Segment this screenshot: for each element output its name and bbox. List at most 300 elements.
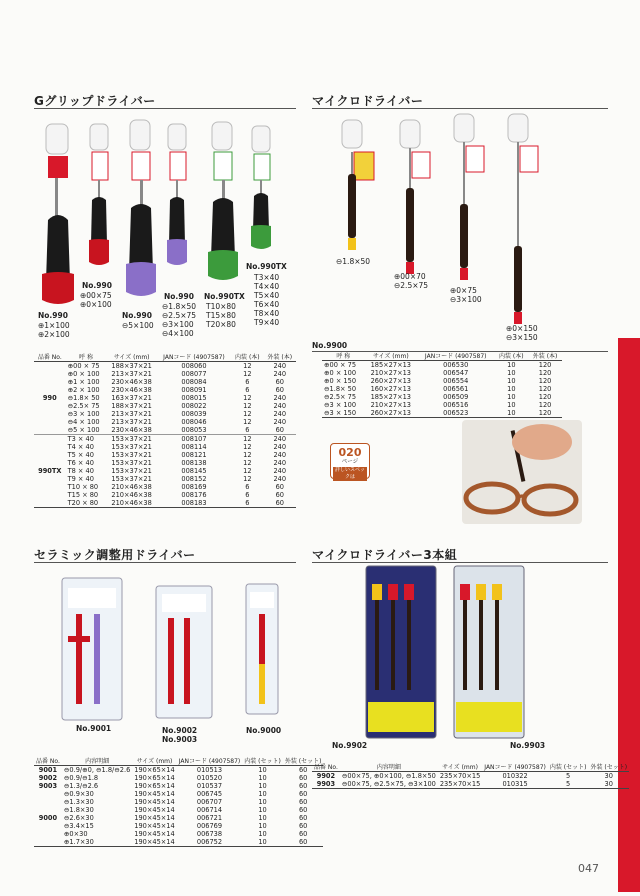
screwdriver-image <box>89 124 109 265</box>
table-cell: T4 × 40 <box>67 443 94 451</box>
table-cell: 235×70×15 <box>439 772 481 780</box>
column-header: 内装 (本) <box>235 354 260 361</box>
model-label: No.990 <box>164 292 194 301</box>
column-header: 外装 (本) <box>532 353 558 360</box>
model-label: No.990TX <box>204 292 245 301</box>
table-cell: T20 × 80 <box>67 499 99 507</box>
size-label: T9×40 <box>254 318 280 327</box>
screwdriver-image <box>208 122 238 280</box>
table-cell: 60 <box>298 782 308 790</box>
table-cell: 240 <box>273 435 287 443</box>
package-image <box>454 566 524 738</box>
table-cell: 006523 <box>443 409 469 417</box>
table-cell: 213×37×21 <box>111 418 152 426</box>
table-row <box>34 790 323 798</box>
table-cell: 153×37×21 <box>111 475 152 483</box>
table-cell: 153×37×21 <box>111 451 152 459</box>
table-cell: ⊖1.8× 50 <box>324 385 357 393</box>
table-cell: 10 <box>507 401 516 409</box>
table-cell: 163×37×21 <box>111 394 152 402</box>
table-cell: 60 <box>275 386 284 394</box>
table-cell: 10 <box>258 822 267 830</box>
table-cell: 240 <box>273 475 287 483</box>
table-cell: 010315 <box>502 780 528 788</box>
table-cell: 185×27×13 <box>370 361 411 369</box>
table-cell: 240 <box>273 410 287 418</box>
table-cell: 190×65×14 <box>134 774 175 782</box>
table-cell: 990TX <box>38 467 62 475</box>
table-cell: 9903 <box>316 780 336 788</box>
table-cell: 120 <box>538 385 552 393</box>
model-label: No.9002 <box>162 726 198 735</box>
table-cell: ⊕1 × 100 <box>67 378 100 386</box>
table-cell: 240 <box>273 394 287 402</box>
table-row <box>34 410 296 418</box>
table-cell: 120 <box>538 393 552 401</box>
size-label: T20×80 <box>206 320 236 329</box>
size-label: ⊕2×100 <box>38 330 70 339</box>
table-cell: ⊕0 × 100 <box>67 370 100 378</box>
table-cell: 12 <box>243 410 252 418</box>
table-cell: 006738 <box>196 830 223 838</box>
ceramic-driver-packages-photo <box>60 574 300 724</box>
table-cell: T8 × 40 <box>67 467 94 475</box>
table-cell: 008015 <box>181 394 207 402</box>
section-rule <box>312 351 608 352</box>
table-cell: 008053 <box>181 426 207 434</box>
table-cell: 6 <box>245 378 250 386</box>
table-cell: 213×37×21 <box>111 410 152 418</box>
size-label: ⊖2.5×75 <box>394 281 429 290</box>
table-cell: ⊕00 × 75 <box>67 362 100 370</box>
table-cell: 10 <box>258 814 267 822</box>
table-cell: 006714 <box>196 806 223 814</box>
table-cell: ⊖1.3/⊖2.6 <box>63 782 99 790</box>
table-row <box>34 782 323 790</box>
column-header: JANコード (4907587) <box>178 758 241 765</box>
ceramic-spec-table <box>34 758 323 847</box>
table-cell: ⊖2.6×30 <box>63 814 94 822</box>
table-cell <box>34 790 62 798</box>
micro-3-set-packages-photo <box>362 562 532 742</box>
size-label: T3×40 <box>254 273 280 282</box>
table-cell: 10 <box>258 806 267 814</box>
table-cell: 006516 <box>443 401 469 409</box>
table-cell: ⊖0.9/⊖1.8 <box>63 774 99 782</box>
table-cell: 160×27×13 <box>370 385 411 393</box>
column-header: 品番 No. <box>37 354 62 361</box>
table-cell: 12 <box>243 418 252 426</box>
table-cell: 9902 <box>316 772 336 780</box>
table-cell: ⊖2.5× 75 <box>324 393 357 401</box>
table-cell: 10 <box>258 798 267 806</box>
table-cell: ⊕1.7×30 <box>63 838 94 846</box>
eyeglasses-image <box>462 420 582 524</box>
table-row <box>34 451 296 459</box>
table-cell: 210×27×13 <box>370 369 411 377</box>
badge-unit: ページ <box>341 459 359 465</box>
size-label: T6×40 <box>254 300 280 309</box>
table-row <box>322 393 562 401</box>
table-row <box>34 370 296 378</box>
table-cell: 008022 <box>181 402 207 410</box>
table-cell <box>34 806 62 814</box>
table-cell: 12 <box>243 443 252 451</box>
g-grip-spec-table <box>34 354 296 508</box>
table-cell: 120 <box>538 377 552 385</box>
table-row <box>34 806 323 814</box>
size-label: T8×40 <box>254 309 280 318</box>
table-cell: 190×45×14 <box>134 838 175 846</box>
column-header: 呼 称 <box>79 354 93 361</box>
table-cell: 006554 <box>443 377 469 385</box>
screwdriver-image <box>126 120 156 296</box>
table-cell: T6 × 40 <box>67 459 94 467</box>
table-cell: 190×45×14 <box>134 830 175 838</box>
table-cell <box>34 830 62 838</box>
table-cell <box>34 798 62 806</box>
table-cell: 60 <box>298 766 308 774</box>
table-cell: 008084 <box>181 378 207 386</box>
table-cell: 12 <box>243 467 252 475</box>
table-cell: T9 × 40 <box>67 475 94 483</box>
table-cell: ⊖0.9/⊕0, ⊖1.8/⊖2.6 <box>63 766 131 774</box>
table-cell: 006752 <box>196 838 223 846</box>
screwdriver-image <box>251 126 271 249</box>
table-cell: 190×65×14 <box>134 766 175 774</box>
table-row <box>34 838 323 847</box>
table-cell: 12 <box>243 370 252 378</box>
table-row <box>34 459 296 467</box>
size-label: ⊖1.8×50 <box>162 302 197 311</box>
table-cell: 210×46×38 <box>111 499 152 507</box>
size-label: ⊕0×100 <box>80 300 112 309</box>
table-cell: 9003 <box>38 782 58 790</box>
section-rule <box>34 108 296 109</box>
table-row <box>34 443 296 451</box>
table-cell: 240 <box>273 418 287 426</box>
table-cell: 210×46×38 <box>111 491 152 499</box>
table-row <box>34 483 296 491</box>
table-cell: 60 <box>298 790 308 798</box>
table-row <box>322 409 562 418</box>
table-cell: 230×46×38 <box>111 378 152 386</box>
table-row <box>34 499 296 508</box>
table-cell: 60 <box>298 774 308 782</box>
table-cell: 240 <box>273 459 287 467</box>
table-cell: ⊕2 × 100 <box>67 386 100 394</box>
side-index-tab <box>618 338 640 892</box>
table-cell: 240 <box>273 402 287 410</box>
table-cell: 10 <box>258 838 267 846</box>
table-cell: 010537 <box>196 782 223 790</box>
table-row <box>34 467 296 475</box>
column-header: 品番 No. <box>314 764 338 771</box>
table-cell: 153×37×21 <box>111 443 152 451</box>
column-header: サイズ (mm) <box>113 354 150 361</box>
table-cell: 60 <box>275 378 284 386</box>
table-cell: 213×37×21 <box>111 370 152 378</box>
table-cell: ⊖5 × 100 <box>67 426 100 434</box>
table-cell: 190×45×14 <box>134 822 175 830</box>
table-cell: 12 <box>243 459 252 467</box>
table-cell: 60 <box>275 483 284 491</box>
size-label: ⊖2.5×75 <box>162 311 197 320</box>
column-header: 内容明細 <box>376 764 401 771</box>
table-cell: 10 <box>507 393 516 401</box>
table-cell: ⊖2.5× 75 <box>67 402 100 410</box>
column-header: 内装 (セット) <box>244 758 281 765</box>
table-cell: 10 <box>507 377 516 385</box>
table-cell: 006745 <box>196 790 223 798</box>
badge-page-number: 020 <box>338 446 362 459</box>
column-header: 内容明細 <box>85 758 110 765</box>
size-label: ⊕00×75 <box>80 291 112 300</box>
table-row <box>34 386 296 394</box>
screwdriver-image <box>508 114 538 324</box>
table-cell: 006721 <box>196 814 223 822</box>
table-row <box>34 798 323 806</box>
badge-note: 詳しいスペックは <box>334 467 365 480</box>
section-title-ceramic: セラミック調整用ドライバー <box>34 548 196 562</box>
model-label: No.9001 <box>76 724 112 733</box>
table-cell: 5 <box>566 780 571 788</box>
table-cell: 12 <box>243 475 252 483</box>
screwdriver-image <box>454 114 484 280</box>
table-cell: 240 <box>273 370 287 378</box>
size-label: ⊕00×70 <box>394 272 426 281</box>
model-label: No.9003 <box>162 735 198 744</box>
table-cell: 190×65×14 <box>134 782 175 790</box>
table-cell: 12 <box>243 451 252 459</box>
table-row <box>34 426 296 435</box>
table-cell: T15 × 80 <box>67 491 99 499</box>
table-cell: ⊖1.8× 50 <box>67 394 100 402</box>
size-label: ⊖3×100 <box>162 320 194 329</box>
column-header: 内装 (本) <box>499 353 524 360</box>
table-row <box>34 830 323 838</box>
table-cell: ⊖3 × 150 <box>324 409 357 417</box>
package-image <box>62 578 122 720</box>
table-cell <box>34 822 62 830</box>
table-cell: 188×37×21 <box>111 402 152 410</box>
size-label: T4×40 <box>254 282 280 291</box>
table-cell: 12 <box>243 402 252 410</box>
table-cell: 60 <box>298 798 308 806</box>
table-cell: 230×46×38 <box>111 426 152 434</box>
table-row <box>34 418 296 426</box>
table-cell: 10 <box>507 369 516 377</box>
model-label: No.990 <box>38 311 68 320</box>
column-header: JANコード (4907587) <box>484 764 546 771</box>
screwdriver-image <box>342 120 374 250</box>
table-cell: 153×37×21 <box>111 435 152 443</box>
table-cell: 153×37×21 <box>111 467 152 475</box>
table-cell: 60 <box>298 838 308 846</box>
table-cell: 12 <box>243 362 252 370</box>
size-label: ⊖4×100 <box>162 329 194 338</box>
table-cell: 9001 <box>38 766 58 774</box>
micro-3-set-spec-table <box>312 764 629 789</box>
table-cell: T10 × 80 <box>67 483 99 491</box>
table-row <box>322 385 562 393</box>
size-label: ⊕0×75 <box>450 286 477 295</box>
table-cell: 006547 <box>443 369 469 377</box>
table-cell: 6 <box>245 386 250 394</box>
model-label: No.990 <box>82 281 112 290</box>
table-row <box>312 780 629 789</box>
table-cell: 12 <box>243 394 252 402</box>
table-cell: 10 <box>507 385 516 393</box>
column-header: JANコード (4907587) <box>424 353 487 360</box>
page-reference-badge <box>330 443 370 479</box>
table-cell: 188×37×21 <box>111 362 152 370</box>
table-cell: 235×70×15 <box>439 780 481 788</box>
table-row <box>34 362 296 371</box>
table-cell: 240 <box>273 443 287 451</box>
table-cell: 008114 <box>181 443 207 451</box>
table-cell: 008077 <box>181 370 207 378</box>
table-cell: 008060 <box>181 362 207 370</box>
table-cell: 120 <box>538 409 552 417</box>
table-cell: 190×45×14 <box>134 790 175 798</box>
table-cell: ⊖00×75, ⊕0×100, ⊖1.8×50 <box>341 772 436 780</box>
table-row <box>312 772 629 781</box>
model-label: No.990 <box>122 311 152 320</box>
size-label: T10×80 <box>206 302 236 311</box>
size-label: ⊖5×100 <box>122 321 154 330</box>
table-cell: 008046 <box>181 418 207 426</box>
table-row <box>34 378 296 386</box>
table-row <box>322 377 562 385</box>
table-row <box>34 822 323 830</box>
table-cell: 190×45×14 <box>134 814 175 822</box>
table-cell: 010520 <box>196 774 223 782</box>
table-cell: 190×45×14 <box>134 798 175 806</box>
table-cell: ⊖3 × 100 <box>67 410 100 418</box>
table-cell: ⊖3 × 100 <box>324 401 357 409</box>
size-label: ⊖3×100 <box>450 295 482 304</box>
table-cell: 006509 <box>443 393 469 401</box>
table-cell: 60 <box>275 499 284 507</box>
table-cell: 10 <box>258 830 267 838</box>
table-cell: 008169 <box>181 483 207 491</box>
table-cell: 008039 <box>181 410 207 418</box>
table-row <box>34 491 296 499</box>
column-header: JANコード (4907587) <box>163 354 225 361</box>
column-header: サイズ (mm) <box>442 764 478 771</box>
size-label: T5×40 <box>254 291 280 300</box>
table-cell: 9002 <box>38 774 58 782</box>
screwdriver-image <box>167 124 187 265</box>
table-cell: 6 <box>245 499 250 507</box>
model-label: No.990TX <box>246 262 287 271</box>
table-cell: T5 × 40 <box>67 451 94 459</box>
model-label: No.9000 <box>246 726 282 735</box>
table-cell: ⊕00 × 75 <box>324 361 357 369</box>
table-cell: 120 <box>538 361 552 369</box>
column-header: サイズ (mm) <box>136 758 173 765</box>
table-cell: T3 × 40 <box>67 435 94 443</box>
table-row <box>34 814 323 822</box>
column-header: 外装 (本) <box>267 354 293 361</box>
table-row <box>34 435 296 444</box>
table-cell: 60 <box>275 491 284 499</box>
column-header: 内装 (セット) <box>549 764 587 771</box>
table-cell: 210×27×13 <box>370 401 411 409</box>
package-image <box>246 584 278 714</box>
section-title-g-grip: Gグリップドライバー <box>34 94 156 108</box>
section-title-micro: マイクロドライバー <box>312 94 424 108</box>
table-cell: 008121 <box>181 451 207 459</box>
table-cell: 240 <box>273 451 287 459</box>
table-cell: ⊕0 × 100 <box>324 369 357 377</box>
column-header: 外装 (セット) <box>590 764 628 771</box>
table-cell: 60 <box>298 806 308 814</box>
table-cell: 008107 <box>181 435 207 443</box>
table-cell: 5 <box>566 772 571 780</box>
table-row <box>322 401 562 409</box>
table-cell: ⊖00×75, ⊖2.5×75, ⊖3×100 <box>341 780 436 788</box>
table-cell: 60 <box>298 822 308 830</box>
table-cell: 185×27×13 <box>370 393 411 401</box>
section-rule <box>34 562 296 563</box>
table-cell: 210×46×38 <box>111 483 152 491</box>
size-label: ⊕0×150 <box>506 324 538 333</box>
table-cell: 10 <box>258 774 267 782</box>
model-label: No.9902 <box>332 741 368 750</box>
column-header: 品番 No. <box>36 758 60 765</box>
table-cell: 006707 <box>196 798 223 806</box>
table-cell: 010513 <box>196 766 223 774</box>
table-cell: 6 <box>245 426 250 434</box>
table-cell: 6 <box>245 491 250 499</box>
screwdriver-image <box>42 124 74 304</box>
table-cell: 008183 <box>181 499 207 507</box>
table-cell: 60 <box>275 426 284 434</box>
table-cell: 60 <box>298 830 308 838</box>
model-label: No.9903 <box>510 741 546 750</box>
table-cell: 260×27×13 <box>370 409 411 417</box>
column-header: サイズ (mm) <box>372 353 409 360</box>
table-row <box>34 402 296 410</box>
table-row <box>322 369 562 377</box>
section-rule <box>312 108 608 109</box>
table-cell: 006769 <box>196 822 223 830</box>
table-cell: 120 <box>538 369 552 377</box>
column-header: 外装 (セット) <box>284 758 322 765</box>
table-cell: 10 <box>258 782 267 790</box>
size-label: T15×80 <box>206 311 236 320</box>
table-cell: 30 <box>604 772 613 780</box>
table-cell: 10 <box>258 790 267 798</box>
table-cell: ⊖1.8×30 <box>63 806 94 814</box>
table-row <box>34 766 323 775</box>
table-cell: ⊖0.9×30 <box>63 790 94 798</box>
table-cell: 190×45×14 <box>134 806 175 814</box>
page-number: 047 <box>578 862 599 875</box>
table-cell: 008152 <box>181 475 207 483</box>
table-row <box>34 475 296 483</box>
package-image <box>366 566 436 738</box>
table-cell: 240 <box>273 362 287 370</box>
package-image <box>156 586 212 718</box>
size-label: ⊖1.8×50 <box>336 257 371 266</box>
table-row <box>34 774 323 782</box>
size-label: ⊕1×100 <box>38 321 70 330</box>
table-cell: 260×27×13 <box>370 377 411 385</box>
table-cell: ⊕0 × 150 <box>324 377 357 385</box>
